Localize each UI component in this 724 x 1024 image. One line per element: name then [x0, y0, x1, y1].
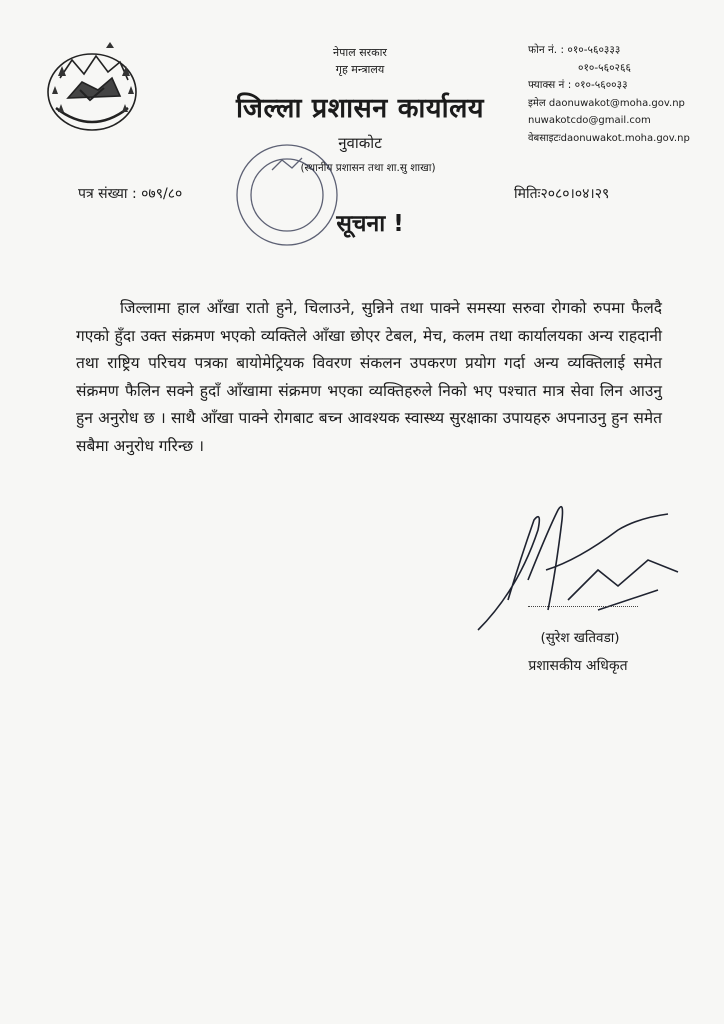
phone-number-2: ०१०-५६०२६६: [578, 61, 631, 74]
letter-date: [514, 184, 609, 203]
signature-icon: [468, 490, 708, 650]
reference-number: [78, 184, 182, 203]
fax-label: फ्याक्स नं :: [528, 79, 572, 91]
phone-label: फोन नं. :: [528, 44, 565, 56]
phone-number-1: ०१०-५६०३३३: [567, 44, 621, 56]
reference-value: ०७९/८०: [141, 186, 183, 202]
signature-line: [528, 606, 638, 607]
branch-name: (स्थानीय प्रशासन तथा शा.सु शाखा): [300, 162, 436, 174]
signatory-designation: प्रशासकीय अधिकृत: [528, 658, 628, 674]
government-label: नेपाल सरकार: [333, 46, 387, 59]
signatory-name: (सुरेश खतिवडा): [540, 630, 620, 646]
date-value: २०८०।०४।२९: [540, 186, 610, 202]
email-address-1[interactable]: daonuwakot@moha.gov.np: [548, 97, 685, 109]
email-label: इमेल: [528, 97, 546, 109]
website-label: वेबसाइटः: [528, 132, 561, 144]
notice-title: सूचना !: [336, 211, 404, 237]
notice-body: जिल्लामा हाल आँखा रातो हुने, चिलाउने, सुन्निने तथा पाक्ने समस्या सरुवा रोगको रुपमा फैलदै गएको हुँदा उक्त संक्रमण भएको व्यक्तिले आँखा छोएर टेबल, मेच, कलम तथा कार्यालयका अन्य राहदानी तथा राष्ट्रिय परिचय पत्रका बायोमेट्रियक विवरण संकलन उपकरण प्रयोग गर्दा अन्य व्यक्तिलाई समेत संक्रमण फैलिन सक्ने हुदाँ आँखामा संक्रमण भएका व्यक्तिहरुले निको भए पश्चात मात्र सेवा लिन आउनु हुन अनुरोध छ । साथै आँखा पाक्ने रोगबाट बच्न आवश्यक स्वास्थ्य सुरक्षाका उपायहरु अपनाउनु हुन समेत सबैमा अनुरोध गरिन्छ ।: [76, 299, 662, 455]
office-title: जिल्ला प्रशासन कार्यालय: [235, 93, 485, 124]
nepal-emblem-icon: [38, 38, 146, 138]
date-label: मितिः: [514, 186, 541, 202]
website-url[interactable]: daonuwakot.moha.gov.np: [560, 132, 690, 144]
email-address-2[interactable]: nuwakotcdo@gmail.com: [528, 115, 651, 126]
ministry-label: गृह मन्त्रालय: [335, 63, 385, 76]
contact-block: [528, 42, 690, 147]
district-name: नुवाकोट: [338, 134, 382, 152]
letterhead-center: [300, 44, 420, 78]
fax-number: ०१०-५६००३३: [574, 79, 628, 91]
reference-label: पत्र संख्या :: [78, 186, 137, 202]
